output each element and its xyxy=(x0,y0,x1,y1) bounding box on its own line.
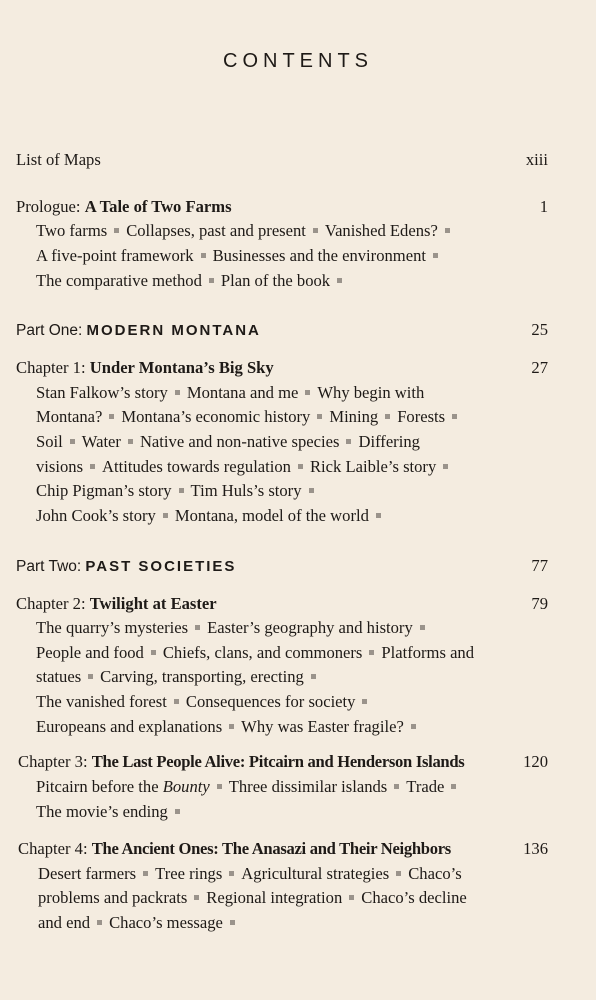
topic-line xyxy=(36,800,556,825)
topic-line xyxy=(38,886,558,911)
entry-label: Chapter 1: xyxy=(16,358,86,377)
page-number: xiii xyxy=(525,150,548,169)
separator-icon xyxy=(394,784,399,789)
part-title: PAST SOCIETIES xyxy=(85,558,237,575)
toc-entry-chapter-1[interactable] xyxy=(16,356,548,381)
topic: Pitcairn before the xyxy=(36,777,159,796)
topic: Rick Laible’s story xyxy=(309,457,437,476)
topic: Stan Falkow’s story xyxy=(36,383,168,402)
topic: Easter’s geography and history xyxy=(207,618,413,637)
topic: Desert farmers xyxy=(38,864,137,883)
topic-line xyxy=(36,504,556,529)
entry-label: Chapter 4: xyxy=(18,839,88,858)
topic-line xyxy=(36,381,556,406)
separator-icon xyxy=(317,414,322,419)
separator-icon xyxy=(362,699,367,704)
topic: Plan of the book xyxy=(220,271,331,290)
separator-icon xyxy=(309,488,314,493)
separator-icon xyxy=(175,809,180,814)
part-title: MODERN MONTANA xyxy=(86,322,261,339)
topic: Forests xyxy=(397,407,446,426)
separator-icon xyxy=(174,699,179,704)
topic: Trade xyxy=(406,777,445,796)
topic: Agricultural strategies xyxy=(241,864,390,883)
separator-icon xyxy=(369,650,374,655)
topic: Europeans and explanations xyxy=(36,717,223,736)
topic-line xyxy=(36,665,556,690)
topic: The comparative method xyxy=(36,271,202,290)
topic: Montana? xyxy=(36,407,103,426)
topic-italic: Bounty xyxy=(162,777,210,796)
entry-label: Chapter 2: xyxy=(16,594,86,613)
topic: Montana and me xyxy=(186,383,299,402)
topic-line xyxy=(36,219,556,244)
topic: visions xyxy=(36,457,84,476)
separator-icon xyxy=(433,253,438,258)
entry-label: Prologue: xyxy=(16,197,81,216)
toc-entry-part-two[interactable] xyxy=(16,554,548,580)
entry-label: Chapter 3: xyxy=(18,752,88,771)
topic: Chip Pigman’s story xyxy=(36,481,172,500)
toc-entry-chapter-4[interactable] xyxy=(18,837,548,862)
page-number: 27 xyxy=(531,358,548,377)
topic: Collapses, past and present xyxy=(126,221,306,240)
topic-line xyxy=(36,269,556,294)
page-number: 25 xyxy=(531,320,548,339)
topic: Chaco’s decline xyxy=(361,888,467,907)
topic: Carving, transporting, erecting xyxy=(100,667,304,686)
topic-line xyxy=(38,862,558,887)
separator-icon xyxy=(452,414,457,419)
separator-icon xyxy=(109,414,114,419)
page-number: 77 xyxy=(531,556,548,575)
topic: A five-point framework xyxy=(36,246,194,265)
separator-icon xyxy=(443,464,448,469)
topic: Montana’s economic history xyxy=(121,407,311,426)
separator-icon xyxy=(337,278,342,283)
separator-icon xyxy=(209,278,214,283)
part-label: Part One: xyxy=(16,322,83,339)
topic: Soil xyxy=(36,432,63,451)
topic: statues xyxy=(36,667,82,686)
topic-line xyxy=(36,244,556,269)
separator-icon xyxy=(451,784,456,789)
separator-icon xyxy=(376,513,381,518)
topic: People and food xyxy=(36,643,144,662)
topic: Chaco’s message xyxy=(109,913,223,932)
topic-line xyxy=(36,616,556,641)
separator-icon xyxy=(90,464,95,469)
page-title: CONTENTS xyxy=(223,50,373,72)
separator-icon xyxy=(313,228,318,233)
toc-entry-chapter-3[interactable] xyxy=(18,750,548,775)
separator-icon xyxy=(217,784,222,789)
separator-icon xyxy=(128,439,133,444)
topic-line xyxy=(36,690,556,715)
topic: Tim Huls’s story xyxy=(190,481,302,500)
toc-entry-list-of-maps[interactable] xyxy=(16,148,548,173)
topic: Why begin with xyxy=(317,383,425,402)
separator-icon xyxy=(143,871,148,876)
topic-line xyxy=(36,455,556,480)
topic: Tree rings xyxy=(155,864,223,883)
separator-icon xyxy=(229,871,234,876)
entry-title: Under Montana’s Big Sky xyxy=(89,358,274,377)
separator-icon xyxy=(385,414,390,419)
separator-icon xyxy=(396,871,401,876)
separator-icon xyxy=(229,724,234,729)
part-label: Part Two: xyxy=(16,558,82,575)
topic: Montana, model of the world xyxy=(174,506,369,525)
separator-icon xyxy=(163,513,168,518)
separator-icon xyxy=(311,674,316,679)
entry-title: Twilight at Easter xyxy=(89,594,217,613)
topic: Platforms and xyxy=(381,643,475,662)
separator-icon xyxy=(194,895,199,900)
topic: Differing xyxy=(358,432,420,451)
entry-title: A Tale of Two Farms xyxy=(84,197,232,216)
page-number: 120 xyxy=(523,752,548,771)
page-number: 79 xyxy=(531,594,548,613)
topic: Chiefs, clans, and commoners xyxy=(162,643,363,662)
topic-line xyxy=(36,430,556,455)
topic: Chaco’s xyxy=(408,864,462,883)
topic: Two farms xyxy=(36,221,108,240)
topic: The movie’s ending xyxy=(36,802,168,821)
separator-icon xyxy=(97,920,102,925)
separator-icon xyxy=(114,228,119,233)
topic-line xyxy=(36,775,556,800)
topic: The quarry’s mysteries xyxy=(36,618,189,637)
separator-icon xyxy=(230,920,235,925)
separator-icon xyxy=(88,674,93,679)
topic: Mining xyxy=(329,407,379,426)
separator-icon xyxy=(420,625,425,630)
topic: John Cook’s story xyxy=(36,506,156,525)
topic: Attitudes towards regulation xyxy=(102,457,291,476)
topic: and end xyxy=(38,913,91,932)
topic: The vanished forest xyxy=(36,692,167,711)
topic-line xyxy=(38,911,558,936)
separator-icon xyxy=(151,650,156,655)
toc-entry-chapter-2[interactable] xyxy=(16,592,548,617)
separator-icon xyxy=(298,464,303,469)
separator-icon xyxy=(179,488,184,493)
separator-icon xyxy=(445,228,450,233)
toc-entry-part-one[interactable] xyxy=(16,318,548,344)
entry-title: The Ancient Ones: The Anasazi and Their Neighbors xyxy=(91,839,451,858)
topic-line xyxy=(36,479,556,504)
topic: problems and packrats xyxy=(38,888,188,907)
topic: Consequences for society xyxy=(185,692,356,711)
topic-line xyxy=(36,405,556,430)
separator-icon xyxy=(175,390,180,395)
topic: Three dissimilar islands xyxy=(228,777,388,796)
separator-icon xyxy=(195,625,200,630)
topic-line xyxy=(36,715,556,740)
separator-icon xyxy=(201,253,206,258)
separator-icon xyxy=(346,439,351,444)
separator-icon xyxy=(305,390,310,395)
topic-line xyxy=(36,641,556,666)
topic: Vanished Edens? xyxy=(324,221,438,240)
topic: Water xyxy=(81,432,121,451)
topic: Businesses and the environment xyxy=(212,246,426,265)
topic: Why was Easter fragile? xyxy=(241,717,404,736)
entry-title: The Last People Alive: Pitcairn and Henderson Islands xyxy=(91,752,465,771)
topic: Native and non-native species xyxy=(139,432,340,451)
separator-icon xyxy=(411,724,416,729)
page-number: 1 xyxy=(539,197,548,216)
separator-icon xyxy=(70,439,75,444)
separator-icon xyxy=(349,895,354,900)
topic: Regional integration xyxy=(206,888,343,907)
toc-entry-prologue[interactable] xyxy=(16,195,548,220)
entry-label: List of Maps xyxy=(16,150,101,169)
page-number: 136 xyxy=(523,839,548,858)
